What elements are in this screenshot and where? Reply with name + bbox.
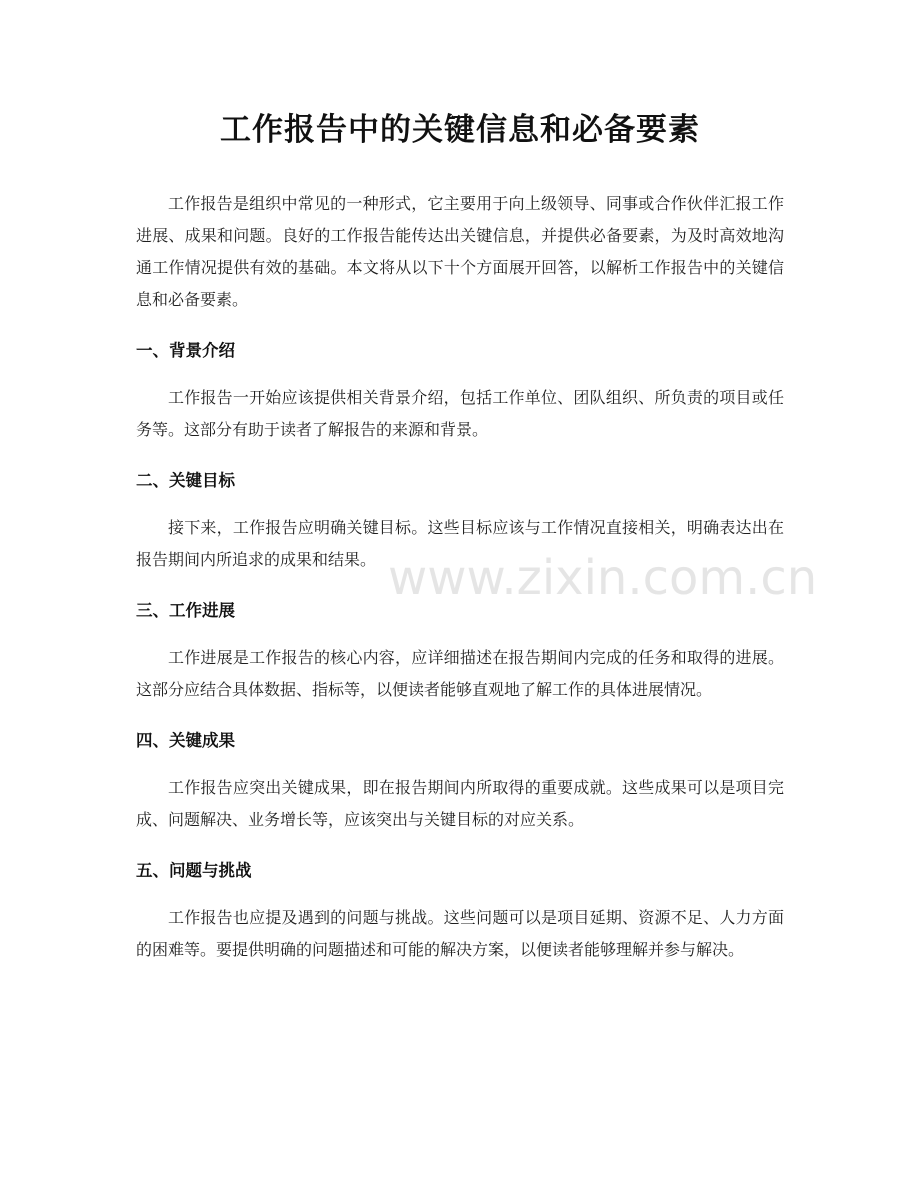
section-heading: 三、工作进展 xyxy=(136,601,235,620)
section-background xyxy=(136,338,784,446)
document-title: 工作报告中的关键信息和必备要素 xyxy=(220,112,700,148)
section-body: 接下来，工作报告应明确关键目标。这些目标应该与工作情况直接相关，明确表达出在报告期间内所追求的成果和结果。 xyxy=(136,518,784,569)
section-key-goals xyxy=(136,468,784,576)
section-problems xyxy=(136,858,784,966)
section-body: 工作报告一开始应该提供相关背景介绍，包括工作单位、团队组织、所负责的项目或任务等。这部分有助于读者了解报告的来源和背景。 xyxy=(136,388,784,439)
section-heading: 五、问题与挑战 xyxy=(136,861,252,880)
watermark: www.zixin.com.cn xyxy=(388,550,818,606)
section-body: 工作报告也应提及遇到的问题与挑战。这些问题可以是项目延期、资源不足、人力方面的困难等。要提供明确的问题描述和可能的解决方案，以便读者能够理解并参与解决。 xyxy=(136,908,784,959)
section-heading: 一、背景介绍 xyxy=(136,341,235,360)
section-body: 工作进展是工作报告的核心内容，应详细描述在报告期间内完成的任务和取得的进展。这部分应结合具体数据、指标等，以便读者能够直观地了解工作的具体进展情况。 xyxy=(136,648,784,699)
section-body: 工作报告应突出关键成果，即在报告期间内所取得的重要成就。这些成果可以是项目完成、问题解决、业务增长等，应该突出与关键目标的对应关系。 xyxy=(136,778,784,829)
section-progress xyxy=(136,598,784,706)
section-key-results xyxy=(136,728,784,836)
section-heading: 四、关键成果 xyxy=(136,731,235,750)
section-heading: 二、关键目标 xyxy=(136,471,235,490)
intro-paragraph: 工作报告是组织中常见的一种形式，它主要用于向上级领导、同事或合作伙伴汇报工作进展、成果和问题。良好的工作报告能传达出关键信息，并提供必备要素，为及时高效地沟通工作情况提供有效的基础。本文将从以下十个方面展开回答，以解析工作报告中的关键信息和必备要素。 xyxy=(136,194,784,309)
